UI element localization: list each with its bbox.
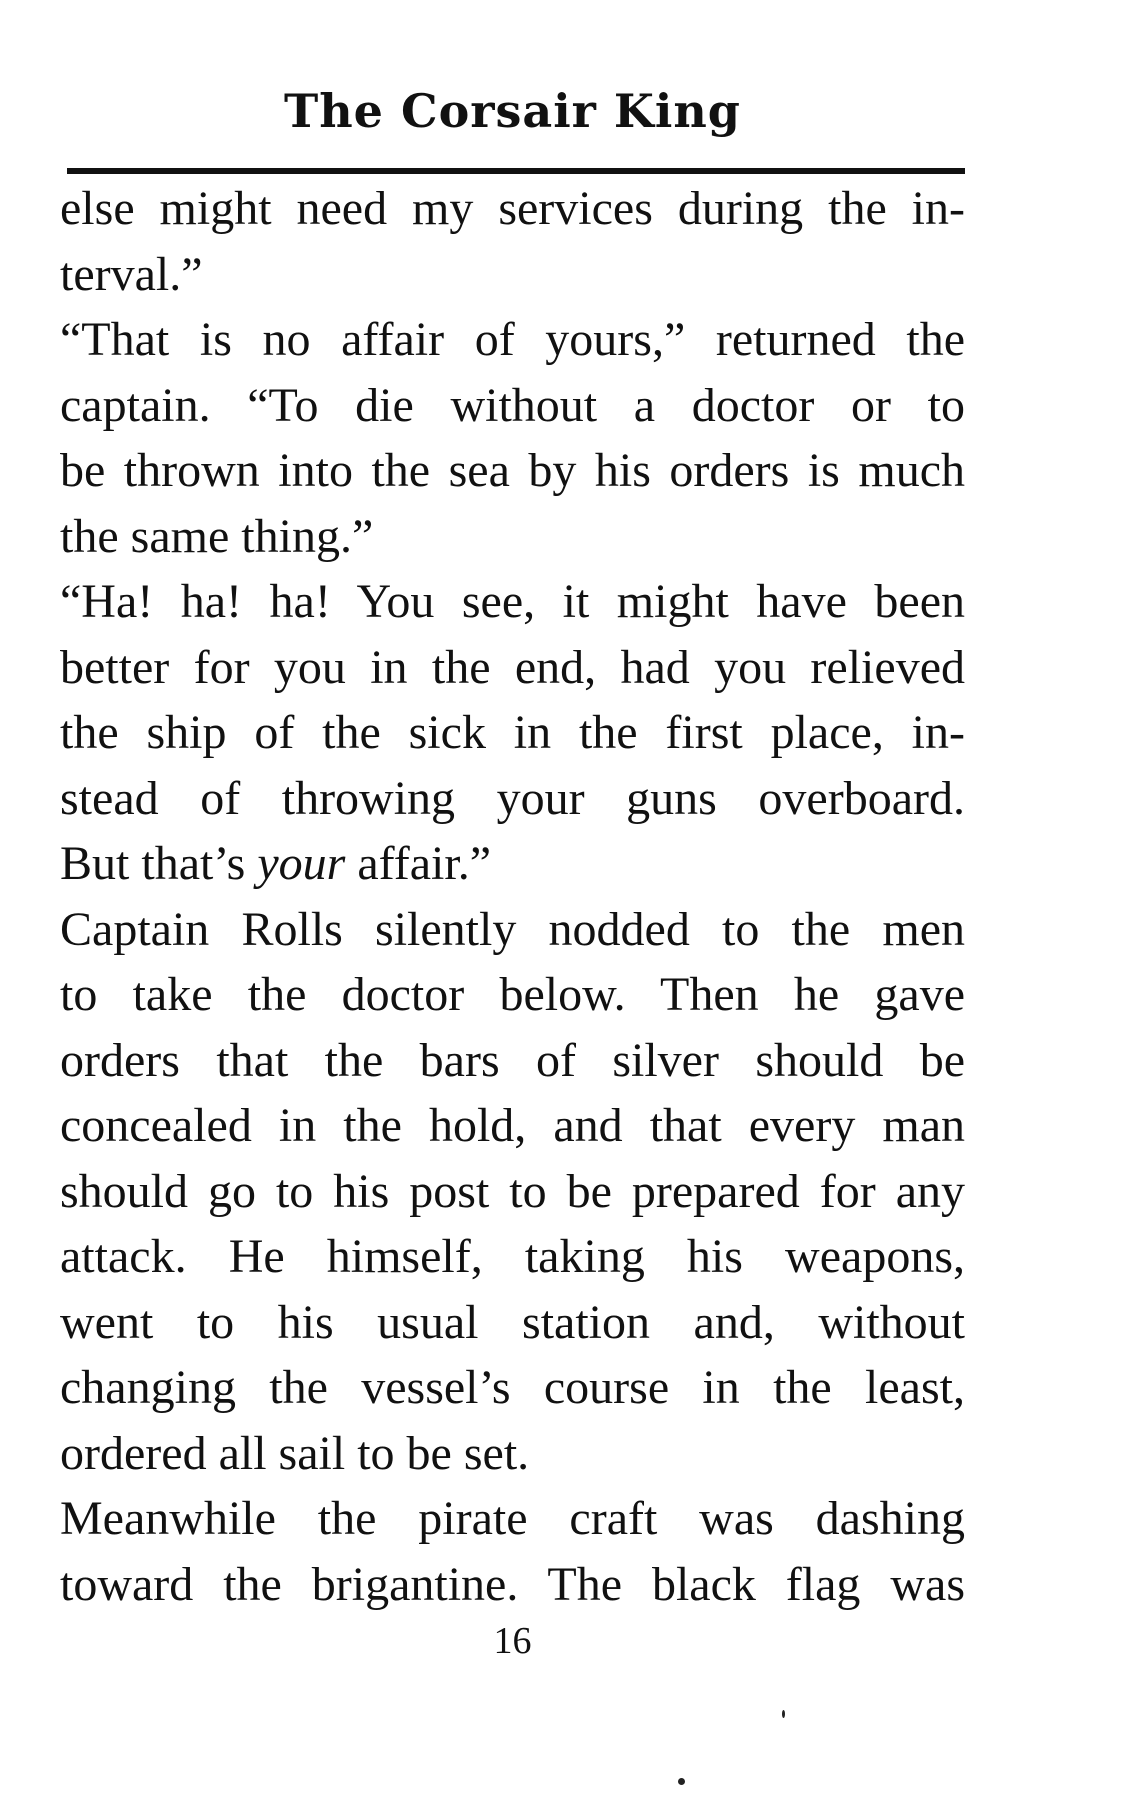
text-line: orders that the bars of silver should be	[60, 1033, 965, 1087]
text-line: to take the doctor below. Then he gave	[60, 968, 965, 1021]
text-line: changing the vessel’s course in the least,	[60, 1361, 965, 1414]
text-line: else might need my services during the in-	[60, 182, 965, 235]
text-line: should go to his post to be prepared for any	[60, 1164, 965, 1218]
italic-line-after: affair.”	[345, 837, 492, 890]
body-text	[60, 176, 965, 1617]
text-line: ordered all sail to be set.	[60, 1426, 530, 1480]
text-line: the ship of the sick in the first place, in-	[60, 706, 965, 759]
page-number: 16	[493, 1620, 532, 1662]
text-line: the same thing.”	[60, 509, 374, 563]
header-rule	[67, 168, 965, 174]
text-line: captain. “To die without a doctor or to	[60, 378, 965, 432]
text-line: better for you in the end, had you relieved	[60, 640, 965, 694]
text-line: went to his usual station and, without	[60, 1295, 965, 1349]
text-line: toward the brigantine. The black flag was	[60, 1557, 965, 1611]
text-line: “Ha! ha! ha! You see, it might have been	[60, 575, 965, 628]
scan-speck	[678, 1778, 685, 1785]
text-line: Captain Rolls silently nodded to the men	[60, 902, 965, 956]
text-line: be thrown into the sea by his orders is much	[60, 444, 965, 497]
text-line: stead of throwing your guns overboard.	[60, 771, 965, 825]
italic-line-before: But that’s	[60, 837, 258, 890]
text-line: terval.”	[60, 247, 203, 301]
running-title: The Corsair King	[284, 84, 741, 138]
text-line-italic	[60, 831, 965, 897]
text-line: “That is no affair of yours,” returned the	[60, 313, 965, 366]
scan-speck	[782, 1710, 785, 1718]
text-line: concealed in the hold, and that every man	[60, 1099, 965, 1152]
text-line: attack. He himself, taking his weapons,	[60, 1230, 965, 1283]
text-line: Meanwhile the pirate craft was dashing	[60, 1492, 965, 1545]
italic-emphasis: your	[257, 837, 346, 890]
